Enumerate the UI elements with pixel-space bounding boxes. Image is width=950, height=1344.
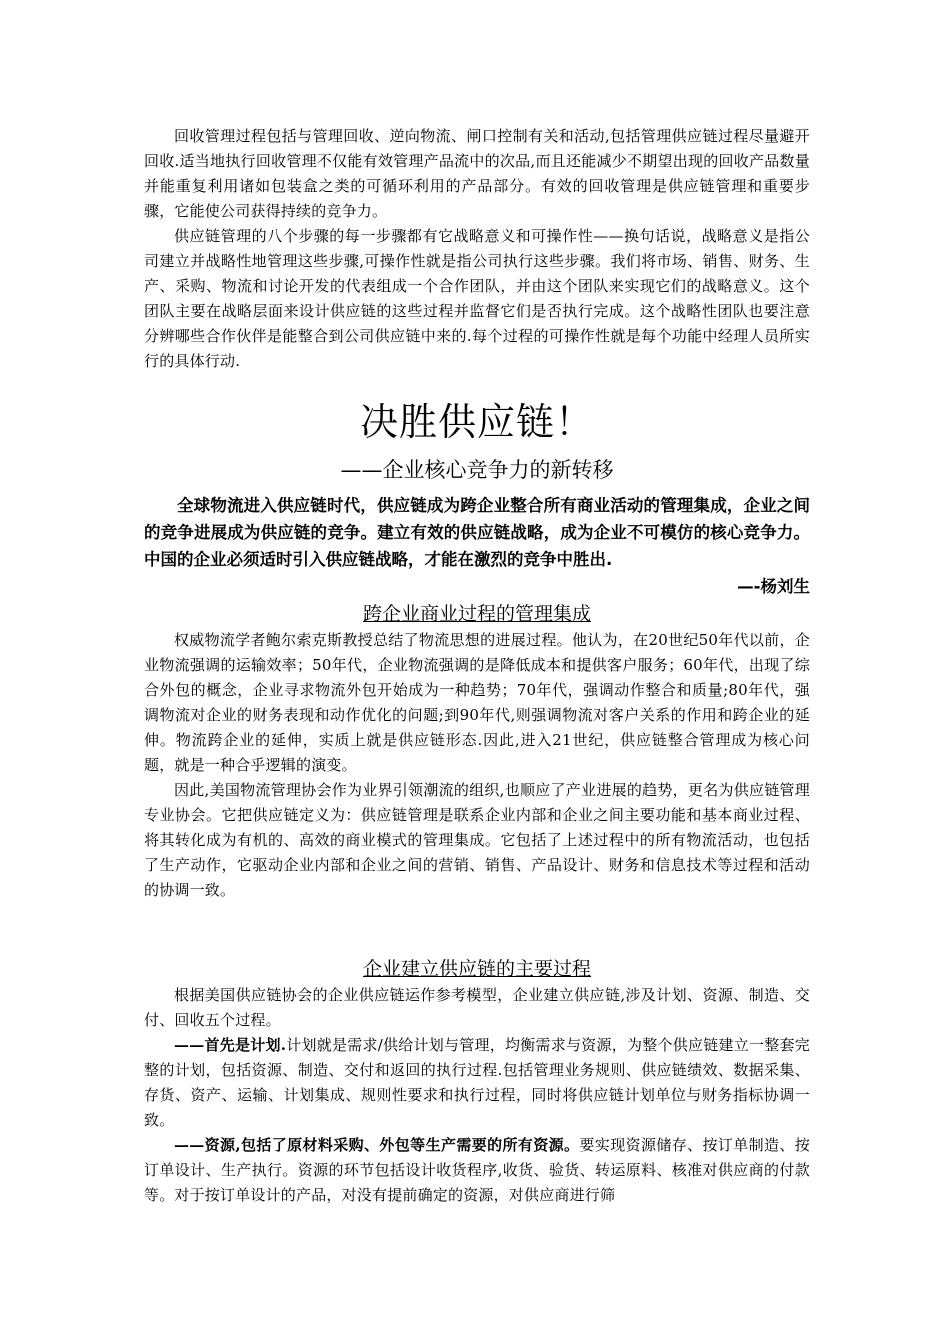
section2-plan-paragraph <box>144 1033 810 1133</box>
source-lead: ——资源,包括了原材料采购、外包等生产需要的所有资源。 <box>174 1136 580 1154</box>
section-heading-integration: 跨企业商业过程的管理集成 <box>362 603 591 625</box>
article-author: —-杨刘生 <box>737 577 810 596</box>
section1-paragraph-2: 因此,美国物流管理协会作为业界引领潮流的组织,也顺应了产业进展的趋势，更名为供应链管理专业协会。它把供应链定义为：供应链管理是联系企业内部和企业之间主要功能和基本商业过程、将其转化成为有机的、高效的商业模式的管理集成。它包括了上述过程中的所有物流活动，也包括了生产动作，它驱动企业内部和企业之间的营销、销售、产品设计、财务和信息技术等过程和活动的协调一致。 <box>144 781 810 899</box>
section1-paragraph-1: 权威物流学者鲍尔索克斯教授总结了物流思想的进展过程。他认为，在20世纪50年代以前，企业物流强调的运输效率；50年代，企业物流强调的是降低成本和提供客户服务；60年代，出现了综合外包的概念，企业寻求物流外包开始成为一种趋势；70年代，强调动作整合和质量;80年代，强调物流对企业的财务表现和动作优化的问题;到90年代,则强调物流对客户关系的作用和跨企业的延伸。物流跨企业的延伸，实质上就是供应链形态.因此,进入21世纪，供应链整合管理成为核心问题，就是一种合乎逻辑的演变。 <box>144 631 810 774</box>
document-page <box>144 124 810 1208</box>
section2-source-paragraph <box>144 1133 810 1208</box>
plan-lead: ——首先是计划. <box>174 1036 287 1054</box>
section-heading-process: 企业建立供应链的主要过程 <box>362 958 591 980</box>
intro-paragraph-1: 回收管理过程包括与管理回收、逆向物流、闸口控制有关和活动,包括管理供应链过程尽量避开回收.适当地执行回收管理不仅能有效管理产品流中的次品,而且还能减少不期望出现的回收产品数量并能重复利用诸如包装盒之类的可循环利用的产品部分。有效的回收管理是供应链管理和重要步骤，它能使公司获得持续的竞争力。 <box>144 127 810 220</box>
article-subtitle: ——企业核心竞争力的新转移 <box>340 458 614 482</box>
source-text: 要实现资源储存、按订单制造、按订单设计、生产执行。资源的环节包括设计收货程序,收货、验货、转运原料、核准对供应商的付款等。对于按订单设计的产品，对没有提前确定的资源，对供应商进行筛 <box>144 1136 810 1204</box>
spacer <box>144 903 810 955</box>
section2-intro: 根据美国供应链协会的企业供应链运作参考模型，企业建立供应链,涉及计划、资源、制造、交付、回收五个过程。 <box>144 986 810 1029</box>
plan-text: 计划就是需求/供给计划与管理，均衡需求与资源，为整个供应链建立一整套完整的计划，包括资源、制造、交付和返回的执行过程.包括管理业务规则、供应链绩效、数据采集、存货、资产、运输、计划集成、规则性要求和执行过程，同时将供应链计划单位与财务指标协调一致。 <box>144 1036 810 1129</box>
article-title: 决胜供应链！ <box>359 400 594 444</box>
intro-paragraph-2: 供应链管理的八个步骤的每一步骤都有它战略意义和可操作性——换句话说，战略意义是指公司建立并战略性地管理这些步骤,可操作性就是指公司执行这些步骤。我们将市场、销售、财务、生产、采购、物流和讨论开发的代表组成一个合作团队，并由这个团队来实现它们的战略意义。这个团队主要在战略层面来设计供应链的这些过程并监督它们是否执行完成。这个战略性团队也要注意分辨哪些合作伙伴是能整合到公司供应链中来的.每个过程的可操作性就是每个功能中经理人员所实行的具体行动. <box>144 227 810 370</box>
article-abstract: 全球物流进入供应链时代，供应链成为跨企业整合所有商业活动的管理集成，企业之间的竞争进展成为供应链的竞争。建立有效的供应链战略，成为企业不可模仿的核心竞争力。中国的企业必须适时引入供应链战略，才能在激烈的竞争中胜出. <box>144 496 810 569</box>
